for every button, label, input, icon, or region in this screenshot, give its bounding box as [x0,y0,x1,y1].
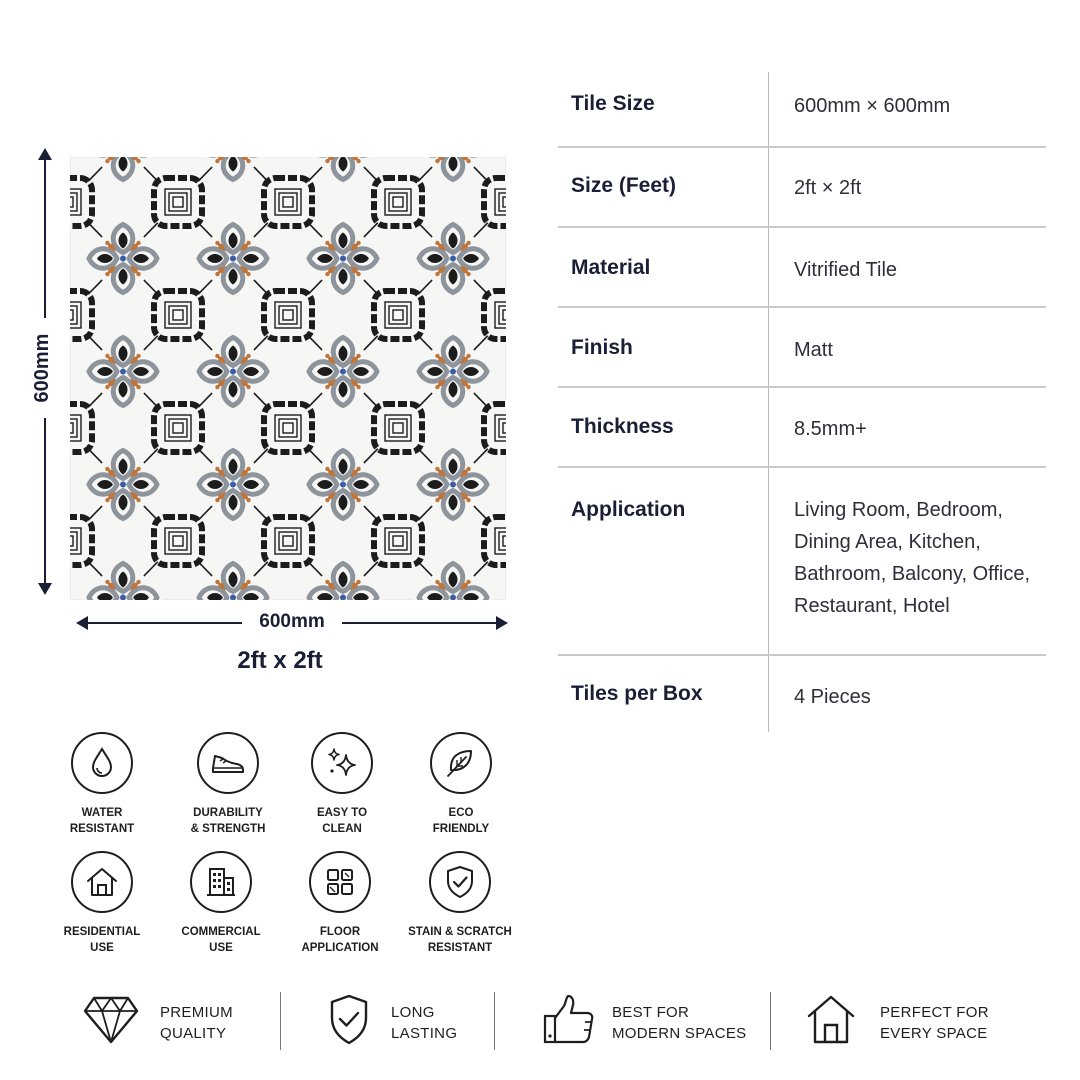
feature-label-line: RESISTANT [427,942,493,954]
banner-label-line: EVERY SPACE [880,1025,988,1042]
sparkle-icon [324,745,360,781]
spec-label: Size (Feet) [571,174,677,197]
feature-label-line: & STRENGTH [190,823,266,835]
feature-icon-circle [429,851,491,913]
feature-stain-scratch-resistant [400,851,520,956]
size-caption: 2ft x 2ft [237,647,323,674]
banner-label-line: QUALITY [160,1025,227,1042]
arrow-left-icon [76,616,88,630]
feature-easy-to-clean [282,732,402,837]
feature-label-line: USE [209,942,233,954]
spec-row-tiles-per-box [558,656,1046,732]
feature-label-line: FRIENDLY [432,823,490,835]
feature-icon-circle [430,732,492,794]
tile-square-motif [484,404,506,452]
tile-pattern-image [70,157,506,600]
feature-label-line: DURABILITY [193,807,263,819]
tile-square-motif [154,517,202,565]
tile-square-motif [154,291,202,339]
tile-square-motif [484,291,506,339]
feature-label [42,805,162,837]
banner-best-for-modern-spaces [542,990,762,1056]
spec-value: 2ft × 2ft [794,177,862,199]
feature-label-line: CLEAN [322,823,362,835]
banner-premium-quality [82,990,272,1056]
feature-label [168,805,288,837]
feature-label-line: APPLICATION [301,942,379,954]
tile-square-motif [484,517,506,565]
feature-icon-circle [309,851,371,913]
building-icon [203,864,239,900]
arrow-down-icon [38,583,52,595]
spec-row-material [558,228,1046,308]
spec-row-tile-size [558,72,1046,148]
spec-value: Vitrified Tile [794,259,898,281]
feature-water-resistant [42,732,162,837]
banner-long-lasting [326,990,486,1056]
banner-label [391,1002,457,1044]
water-drop-icon [86,746,118,780]
leaf-icon [444,746,478,780]
height-dimension [30,150,60,593]
tile-square-motif [154,178,202,226]
spec-row-application [558,468,1046,656]
tile-square-motif [70,517,92,565]
feature-label-line: FLOOR [319,926,361,938]
width-label: 600mm [242,610,342,634]
tile-square-motif [70,178,92,226]
spec-label: Material [571,256,651,279]
floor-grid-icon [323,865,357,899]
feature-eco-friendly [401,732,521,837]
feature-label-line: ECO [448,807,474,819]
feature-label-line: RESISTANT [69,823,135,835]
spec-label: Tiles per Box [571,682,703,705]
feature-label [161,924,281,956]
tile-square-motif [264,517,312,565]
feature-residential-use [42,851,162,956]
banner-label-line: LASTING [391,1025,458,1042]
feature-label [282,805,402,837]
spec-label: Tile Size [571,92,655,115]
tile-square-motif [154,404,202,452]
feature-floor-application [280,851,400,956]
spec-value: 600mm × 600mm [794,95,951,117]
banner-label [880,1002,989,1044]
spec-value: Living Room, Bedroom, Dining Area, Kitchen, Bathroom, Balcony, Office, Restaurant, Hotel [794,499,1031,617]
width-dimension [78,612,506,636]
shield-check-icon [326,992,372,1048]
banner-divider [494,992,495,1050]
feature-label [280,924,400,956]
feature-icon-circle [71,732,133,794]
feature-label-line: STAIN & SCRATCH [408,926,512,938]
feature-label-line: COMMERCIAL [181,926,261,938]
feature-icon-circle [190,851,252,913]
tile-square-motif [374,291,422,339]
spec-row-finish [558,308,1046,388]
feature-label-line: WATER [81,807,123,819]
banner-divider [770,992,771,1050]
tile-square-motif [264,404,312,452]
arrow-up-icon [38,148,52,160]
banner-label-line: PERFECT FOR [880,1004,989,1021]
shoe-icon [210,748,246,778]
arrow-right-icon [496,616,508,630]
banner-perfect-for-every-space [806,990,996,1056]
thumbs-up-icon [542,992,596,1048]
banner-divider [280,992,281,1050]
feature-icon-circle [197,732,259,794]
tile-square-motif [374,404,422,452]
feature-icon-circle [71,851,133,913]
spec-value: 8.5mm+ [794,418,867,440]
tile-square-motif [484,178,506,226]
banner-label-line: PREMIUM [160,1004,233,1021]
diamond-icon [82,992,140,1048]
tile-square-motif [264,291,312,339]
spec-value: 4 Pieces [794,686,871,708]
house-icon [806,992,856,1048]
banner-label [160,1002,233,1044]
spec-label: Finish [571,336,633,359]
shield-check-icon [443,864,477,900]
tile-square-motif [264,178,312,226]
tile-square-motif [70,291,92,339]
feature-icon-circle [311,732,373,794]
tile-square-motif [70,404,92,452]
tile-square-motif [374,517,422,565]
height-label: 600mm [29,318,55,418]
banner-label-line: BEST FOR [612,1004,690,1021]
feature-label-line: EASY TO [316,807,368,819]
house-icon [84,865,120,899]
banner-label-line: MODERN SPACES [612,1025,747,1042]
feature-label [401,805,521,837]
feature-label-line: USE [90,942,114,954]
spec-label: Application [571,498,686,521]
feature-durability-strength [168,732,288,837]
spec-table [558,72,1046,732]
banner-label-line: LONG [391,1004,435,1021]
tile-square-motif [374,178,422,226]
spec-label: Thickness [571,415,674,438]
feature-label [400,924,520,956]
spec-row-thickness [558,388,1046,468]
spec-row-size-feet [558,148,1046,228]
banner-label [612,1002,746,1044]
spec-value: Matt [794,339,833,361]
feature-commercial-use [161,851,281,956]
feature-label-line: RESIDENTIAL [63,926,141,938]
feature-label [42,924,162,956]
